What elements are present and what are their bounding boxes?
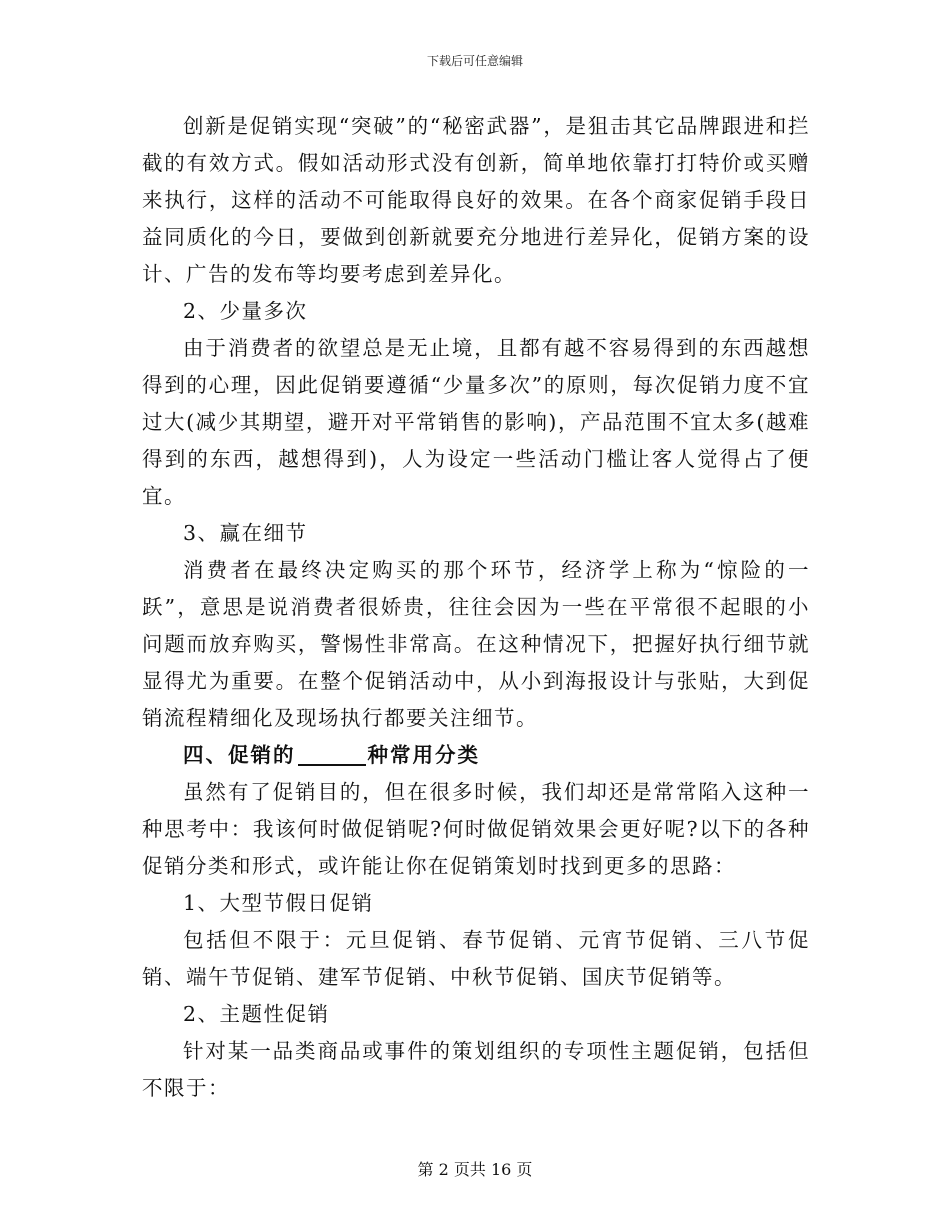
section-heading-four [142,737,810,774]
section-heading-suffix: 种常用分类 [367,743,480,767]
subheading-small-quantity: 2、少量多次 [183,299,308,323]
paragraph-innovation: 创新是促销实现“突破”的“秘密武器”，是狙击其它品牌跟进和拦截的有效方式。假如活动形式没有创新，简单地依靠打打特价或买赠来执行，这样的活动不可能取得良好的效果。在各个商家促销手段日益同质化的今日，要做到创新就要充分地进行差异化，促销方案的设计、广告的发布等均要考虑到差异化。 [142,114,810,286]
paragraph-holiday-promotion: 包括但不限于：元旦促销、春节促销、元宵节促销、三八节促销、端午节促销、建军节促销、中秋节促销、国庆节促销等。 [142,928,810,989]
document-body [142,108,810,1107]
paragraph-small-quantity: 由于消费者的欲望总是无止境，且都有越不容易得到的东西越想得到的心理，因此促销要遵循“少量多次”的原则，每次促销力度不宜过大(减少其期望，避开对平常销售的影响)，产品范围不宜太多(越难得到的东西，越想得到)，人为设定一些活动门槛让客人觉得占了便宜。 [142,336,810,508]
section-heading-prefix: 四、促销的 [183,743,296,767]
paragraph-theme-promotion: 针对某一品类商品或事件的策划组织的专项性主题促销，包括但不限于： [142,1039,810,1100]
paragraph-details: 消费者在最终决定购买的那个环节，经济学上称为“惊险的一跃”，意思是说消费者很娇贵，往往会因为一些在平常很不起眼的小问题而放弃购买，警惕性非常高。在这种情况下，把握好执行细节就显得尤为重要。在整个促销活动中，从小到海报设计与张贴，大到促销流程精细化及现场执行都要关注细节。 [142,558,810,730]
subheading-theme-promotion: 2、主题性促销 [183,1002,330,1026]
subheading-holiday-promotion: 1、大型节假日促销 [183,891,374,915]
paragraph-promotion-thinking: 虽然有了促销目的，但在很多时候，我们却还是常常陷入这种一种思考中：我该何时做促销呢?何时做促销效果会更好呢?以下的各种促销分类和形式，或许能让你在促销策划时找到更多的思路： [142,780,810,878]
page-footer: 第 2 页共 16 页 [417,1160,533,1179]
fill-in-blank [298,742,366,766]
page-header: 下载后可任意编辑 [426,54,523,68]
subheading-details: 3、赢在细节 [183,521,308,545]
